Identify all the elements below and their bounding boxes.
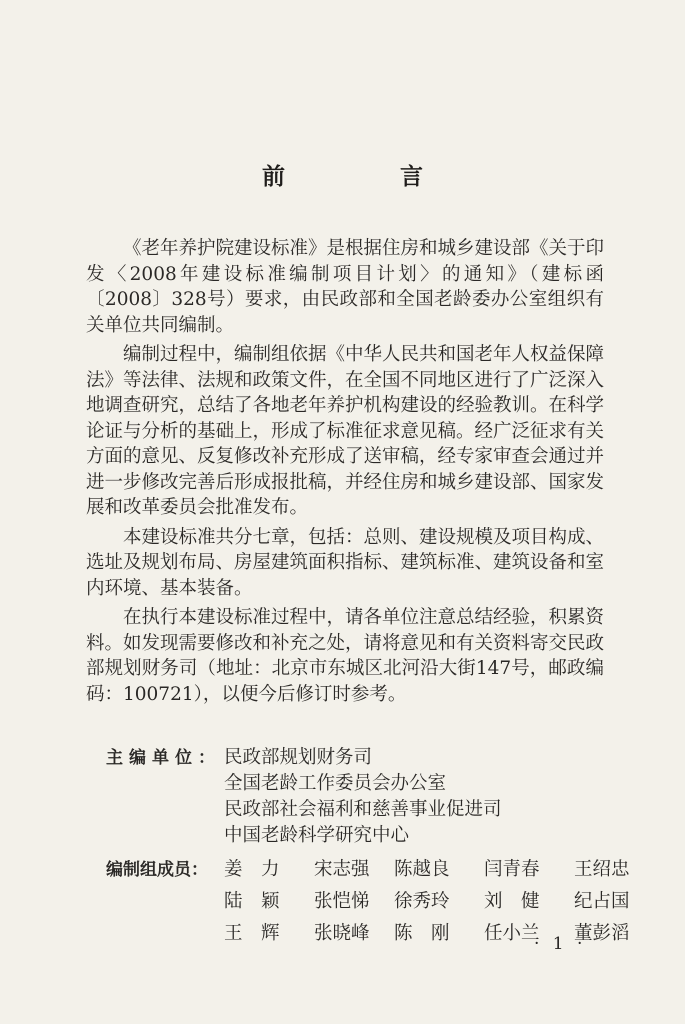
member-name: 徐秀玲 <box>394 891 450 912</box>
chief-units-list <box>224 745 626 849</box>
member-name: 纪占国 <box>574 891 630 912</box>
paragraph: 《老年养护院建设标准》是根据住房和城乡建设部《关于印发〈2008年建设标准编制项目计划〉的通知》（建标函〔2008〕328号）要求，由民政部和全国老龄委办公室组织有关单位共同编制。 <box>86 238 605 336</box>
member-name: 任小兰 <box>484 923 540 944</box>
member-name: 陈 刚 <box>394 923 450 944</box>
members-grid <box>224 857 658 947</box>
unit-item: 中国老龄科学研究中心 <box>224 825 410 846</box>
page-number: · 1 · <box>534 934 587 954</box>
paragraph: 编制过程中，编制组依据《中华人民共和国老年人权益保障法》等法律、法规和政策文件，在全国不同地区进行了广泛深入地调查研究，总结了各地老年养护机构建设的经验教训。在科学论证与分析的基础上，形成了标准征求意见稿。经广泛征求有关方面的意见、反复修改补充形成了送审稿，经专家审查会通过并进一步修改完善后形成报批稿，并经住房和城乡建设部、国家发展和改革委员会批准发布。 <box>86 344 605 518</box>
paragraph: 本建设标准共分七章，包括：总则、建设规模及项目构成、选址及规划布局、房屋建筑面积指标、建筑标准、建筑设备和室内环境、基本装备。 <box>86 526 605 599</box>
page-title: 前 言 <box>262 164 469 190</box>
unit-item: 民政部社会福利和慈善事业促进司 <box>224 799 502 820</box>
credits-section <box>106 745 630 955</box>
unit-item: 全国老龄工作委员会办公室 <box>224 773 447 794</box>
drafting-members-label: 编制组成员： <box>106 860 208 880</box>
member-name: 张恺悌 <box>314 891 370 912</box>
member-name: 董彭滔 <box>574 923 630 944</box>
member-name: 王绍忠 <box>574 859 630 880</box>
member-name: 宋志强 <box>314 859 370 880</box>
member-name: 闫青春 <box>484 859 540 880</box>
member-name: 陈越良 <box>394 859 450 880</box>
member-name: 刘 健 <box>484 891 540 912</box>
chief-units-label: 主编单位： <box>106 748 221 768</box>
member-name: 陆 颖 <box>224 891 280 912</box>
member-name: 张晓峰 <box>314 923 370 944</box>
paragraph: 在执行本建设标准过程中，请各单位注意总结经验，积累资料。如发现需要修改和补充之处，请将意见和有关资料寄交民政部规划财务司（地址：北京市东城区北河沿大街147号，邮政编码：100721），以便今后修订时参考。 <box>86 607 605 705</box>
preface-body <box>86 236 604 711</box>
member-name: 王 辉 <box>224 923 280 944</box>
member-name: 姜 力 <box>224 859 280 880</box>
unit-item: 民政部规划财务司 <box>224 747 373 768</box>
chief-units-block <box>106 745 626 849</box>
